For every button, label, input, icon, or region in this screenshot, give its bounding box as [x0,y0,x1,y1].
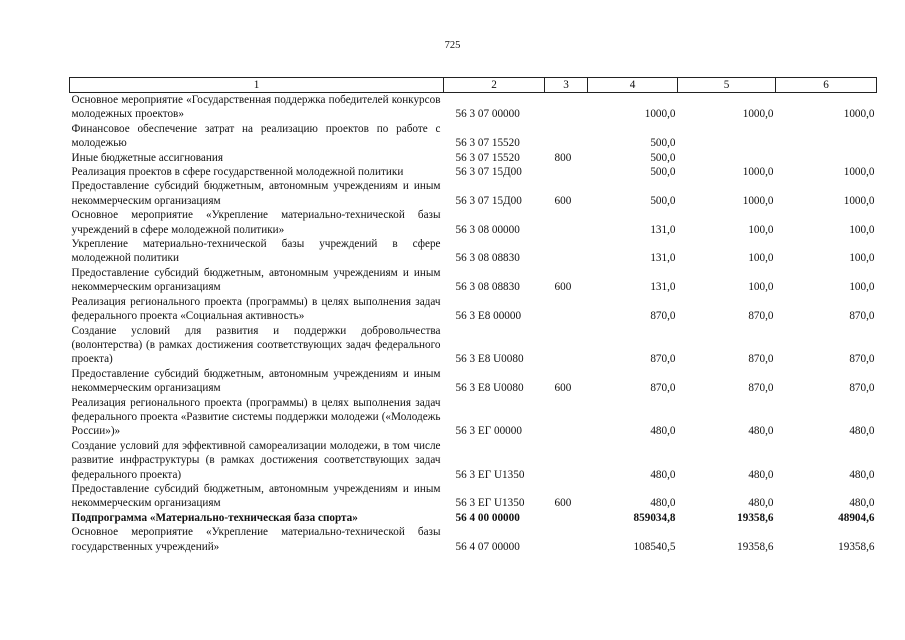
row-value-col4: 131,0 [650,223,676,236]
row-value-col5: 480,0 [748,497,774,510]
row-name: Основное мероприятие «Укрепление материально-технической базы государственных учреждений» [71,526,441,553]
row-value-col6 [776,122,877,151]
row-name: Иные бюджетные ассигнования [71,151,223,164]
row-name: Реализация регионального проекта (программы) в целях выполнения задач федерального проекта «Развитие системы поддержки молодежи («Молодежь России»)» [71,396,441,438]
table-row [70,266,877,295]
table-row [70,208,877,237]
row-value-col5: 100,0 [748,223,774,236]
row-value-col4: 1000,0 [644,108,676,121]
row-code: 56 4 00 00000 [455,511,520,524]
row-value-col6: 100,0 [849,223,875,236]
row-value-col6: 100,0 [849,281,875,294]
row-value-col5: 19358,6 [737,540,774,553]
row-value-col5: 100,0 [748,252,774,265]
row-value-col6: 870,0 [849,310,875,323]
row-type [545,295,588,324]
row-value-col6: 870,0 [849,353,875,366]
row-value-col4: 500,0 [650,166,676,179]
header-col-2: 2 [444,78,545,93]
row-value-col4: 859034,8 [633,511,676,524]
row-value-col6: 480,0 [849,497,875,510]
row-name: Создание условий для эффективной самореализации молодежи, в том числе развитие инфраструктуры (в рамках достижения соответствующих задач федерального проекта) [71,439,441,481]
row-name: Укрепление материально-технической базы учреждений в сфере молодежной политики [71,238,441,265]
row-value-col5: 1000,0 [742,166,774,179]
table-row [70,295,877,324]
row-name: Подпрограмма «Материально-техническая база спорта» [71,511,358,524]
row-value-col5: 1000,0 [742,108,774,121]
row-code: 56 3 07 15520 [455,137,520,150]
row-type: 600 [554,497,572,510]
row-value-col5: 19358,6 [737,511,774,524]
row-code: 56 3 07 15Д00 [455,166,522,179]
row-value-col5 [678,122,776,151]
row-value-col4: 500,0 [650,194,676,207]
row-value-col5: 870,0 [748,353,774,366]
row-value-col5: 100,0 [748,281,774,294]
table-row [70,122,877,151]
row-value-col4: 480,0 [650,497,676,510]
row-value-col4: 870,0 [650,353,676,366]
table-row [70,439,877,482]
row-value-col5: 870,0 [748,382,774,395]
row-value-col4: 131,0 [650,252,676,265]
row-value-col4: 108540,5 [633,540,676,553]
row-code: 56 3 08 08830 [455,281,520,294]
row-value-col4: 480,0 [650,468,676,481]
row-name: Финансовое обеспечение затрат на реализацию проектов по работе с молодежью [71,122,441,150]
row-name: Основное мероприятие «Укрепление материально-технической базы учреждений в сфере молодежной политики» [71,209,441,236]
row-type [545,511,588,525]
row-value-col6: 1000,0 [843,166,875,179]
table-row [70,165,877,179]
table-row [70,367,877,396]
table-row [70,179,877,208]
row-code: 56 3 E8 U0080 [455,382,524,395]
row-value-col6: 1000,0 [843,108,875,121]
row-type: 600 [554,281,572,294]
row-value-col5: 870,0 [748,310,774,323]
row-code: 56 4 07 00000 [455,540,520,553]
row-type: 600 [554,194,572,207]
row-value-col6 [776,151,877,165]
row-name: Предоставление субсидий бюджетным, автономным учреждениям и иным некоммерческим организациям [71,367,441,395]
header-col-5: 5 [678,78,776,93]
row-value-col4: 500,0 [650,151,676,164]
header-col-3: 3 [545,78,588,93]
row-code: 56 3 E8 U0080 [455,353,524,366]
row-name: Предоставление субсидий бюджетным, автономным учреждениям и иным некоммерческим организациям [71,482,441,510]
row-value-col6: 100,0 [849,252,875,265]
row-type [545,439,588,482]
row-name: Предоставление субсидий бюджетным, автономным учреждениям и иным некоммерческим организациям [71,266,441,294]
row-type: 600 [554,382,572,395]
row-value-col6: 48904,6 [838,511,875,524]
header-col-1: 1 [70,78,444,93]
table-row [70,93,877,122]
row-name: Предоставление субсидий бюджетным, автономным учреждениям и иным некоммерческим организациям [71,180,441,207]
row-code: 56 3 ЕГ U1350 [455,468,525,481]
table-row [70,151,877,165]
row-name: Основное мероприятие «Государственная поддержка победителей конкурсов молодежных проектов» [71,94,441,121]
table-row [70,324,877,367]
row-type [545,324,588,367]
table-row [70,396,877,439]
row-code: 56 3 07 15520 [455,151,520,164]
row-type [545,165,588,179]
row-name: Реализация регионального проекта (программы) в целях выполнения задач федерального проекта «Социальная активность» [71,295,441,323]
table-row [70,237,877,266]
row-type [545,122,588,151]
budget-table [69,77,877,554]
table-row [70,525,877,554]
row-value-col6: 19358,6 [838,540,875,553]
row-value-col5 [678,151,776,165]
row-type [545,525,588,554]
page-number: 725 [444,40,461,51]
row-value-col4: 870,0 [650,310,676,323]
row-value-col4: 870,0 [650,382,676,395]
row-value-col6: 480,0 [849,468,875,481]
header-col-4: 4 [588,78,678,93]
row-type [545,396,588,439]
row-value-col5: 1000,0 [742,194,774,207]
row-code: 56 3 08 08830 [455,252,520,265]
row-code: 56 3 08 00000 [455,223,520,236]
row-value-col5: 480,0 [748,425,774,438]
table-row [70,482,877,511]
row-type [545,93,588,122]
table-body [70,93,877,555]
row-value-col6: 480,0 [849,425,875,438]
row-code: 56 3 07 00000 [455,108,520,121]
row-type: 800 [554,151,572,164]
row-value-col4: 480,0 [650,425,676,438]
row-value-col5: 480,0 [748,468,774,481]
row-code: 56 3 E8 00000 [455,310,522,323]
row-type [545,237,588,266]
row-value-col4: 131,0 [650,281,676,294]
row-code: 56 3 ЕГ U1350 [455,497,525,510]
row-code: 56 3 07 15Д00 [455,194,522,207]
header-row [70,78,877,93]
row-code: 56 3 ЕГ 00000 [455,425,522,438]
row-value-col4: 500,0 [650,137,676,150]
row-value-col6: 870,0 [849,382,875,395]
row-type [545,208,588,237]
row-name: Реализация проектов в сфере государственной молодежной политики [71,166,404,179]
header-col-6: 6 [776,78,877,93]
row-name: Создание условий для развития и поддержки добровольчества (волонтерства) (в рамках достижения соответствующих задач федерального проекта) [71,324,441,366]
subprogram-row [70,511,877,525]
row-value-col6: 1000,0 [843,194,875,207]
